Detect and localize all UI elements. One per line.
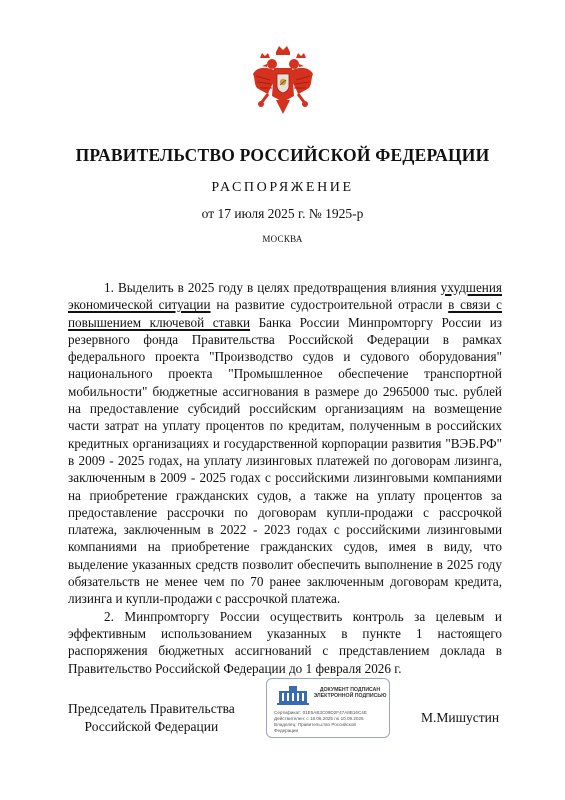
stamp-validity: Действителен: с 18.06.2025 по 10.09.2026 — [274, 716, 364, 721]
stamp-certificate: Сертификат: 01E5AB3C09D2F47A8B16C4E — [274, 710, 367, 715]
government-name: ПРАВИТЕЛЬСТВО РОССИЙСКОЙ ФЕДЕРАЦИИ — [75, 145, 490, 165]
paragraph-1 — [68, 279, 502, 608]
paragraph-1-text-a: 1. Выделить в 2025 году в целях предотвращения влияния — [104, 280, 441, 295]
stamp-owner-cont: Федерации — [274, 728, 299, 733]
electronic-signature-stamp — [266, 678, 390, 738]
document-city: МОСКВА — [262, 234, 303, 244]
signatory-title-line-1: Председатель Правительства — [68, 701, 235, 716]
government-building-icon — [275, 685, 311, 707]
document-body — [68, 279, 502, 677]
signatory-title-line-2: Российской Федерации — [84, 719, 219, 734]
stamp-owner: Владелец: Правительство Российской — [274, 722, 356, 727]
paragraph-1-text-b: на развитие судостроительной отрасли — [210, 297, 449, 313]
document-date-number: от 17 июля 2025 г. № 1925-р — [201, 206, 364, 221]
document-type: РАСПОРЯЖЕНИЕ — [211, 180, 354, 195]
signatory-title — [68, 700, 235, 736]
underlined-phrase-key-rate: в связи с повышением ключевой ставки — [68, 297, 503, 330]
stamp-heading: ДОКУМЕНТ ПОДПИСАН ЭЛЕКТРОННОЙ ПОДПИСЬЮ — [313, 687, 387, 699]
russian-coat-of-arms-icon — [252, 44, 314, 116]
paragraph-2: 2. Минпромторгу России осуществить контроль за целевым и эффективным использованием указанных в пункте 1 настоящего распоряжения бюджетных ассигнований с представлением доклада в Правительство Российской Федерации до 1 февраля 2026 г. — [68, 608, 502, 676]
paragraph-1-text-c: Банка России Минпромторгу России из резервного фонда Правительства Российской Федерации в рамках федерального проекта "Производство судов и судового оборудования" национального проекта "Промышленное обеспечение транспортной мобильности" бюджетные ассигнования в размере до 2965000 тыс. рублей на предоставление субсидий российским организациям на возмещение части затрат на уплату процентов по кредитам, полученным в российских кредитных организациях и государственной корпорации развития "ВЭБ.РФ" в 2009 - 2025 годах, на уплату лизинговых платежей по договорам лизинга, заключенным в 2009 - 2025 годах с российскими лизинговыми компаниями на приобретение гражданских судов, а также на уплату процентов за предоставление рассрочки по договорам купли-продажи с рассрочкой платежа, заключенным в 2022 - 2023 годах с российскими лизинговыми компаниями на приобретение гражданских судов, имея в виду, что выделение указанных средств позволит обеспечить выполнение в 2025 году обязательств не менее чем по 70 ранее заключенным договорам кредита, лизинга и купли-продажи с рассрочкой платежа. — [68, 314, 502, 607]
signatory-name: М.Мишустин — [421, 710, 500, 725]
underlined-phrase-economic-situation: ухудшения экономической ситуации — [68, 280, 502, 313]
